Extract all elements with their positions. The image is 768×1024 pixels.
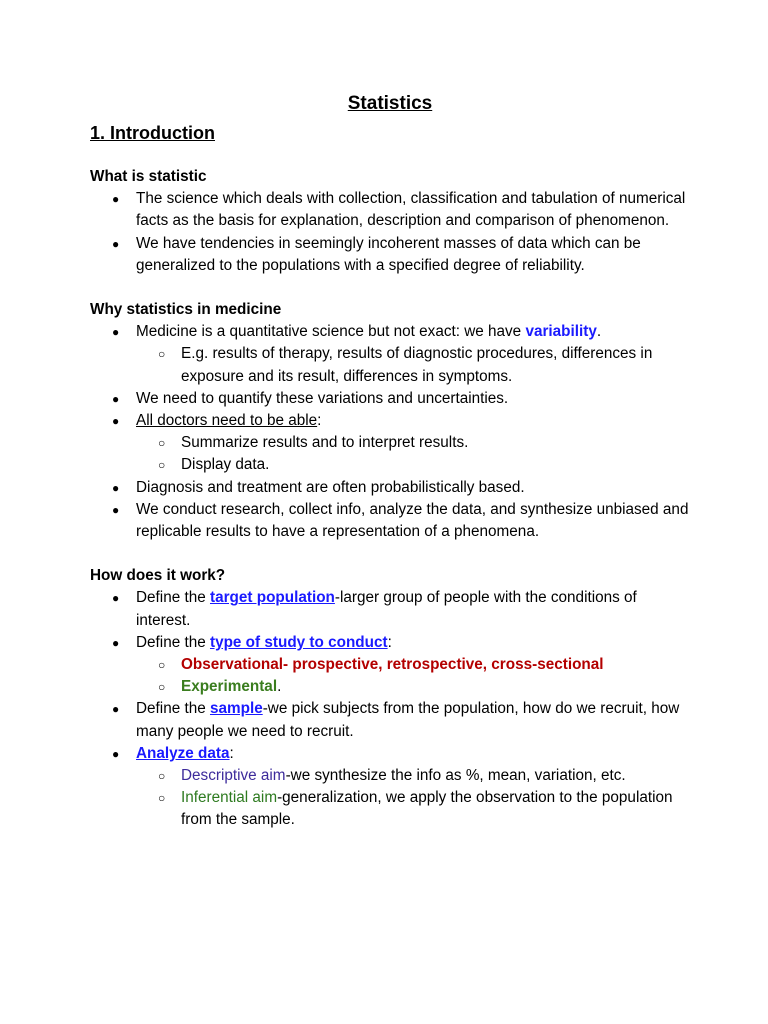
all-doctors-underlined: All doctors need to be able (136, 412, 318, 430)
section-title-why-statistics: Why statistics in medicine (90, 301, 282, 319)
list-item: ● Define the sample-we pick subjects from the population, how do we recruit, how many people we need to recruit. (136, 698, 690, 742)
list-item: ● Medicine is a quantitative science but not exact: we have variability. ○ E.g. results of therapy, results of diagnostic procedures, differences in exposure and its result, differences in symptoms. (136, 321, 690, 388)
list-item: ● Diagnosis and treatment are often probabilistically based. (136, 477, 690, 499)
observational-text: Observational- prospective, retrospective, cross-sectional (181, 656, 604, 674)
sublist-item: ○ Descriptive aim-we synthesize the info as %, mean, variation, etc. (181, 765, 690, 787)
sublist (136, 432, 690, 476)
sublist-item: ○ Inferential aim-generalization, we apply the observation to the population from the sample. (181, 787, 690, 831)
variability-term: variability (525, 323, 597, 341)
list-what-is-statistic (90, 188, 690, 277)
sample-link[interactable]: sample (209, 700, 263, 718)
sublist-item: ○ E.g. results of therapy, results of diagnostic procedures, differences in exposure and its result, differences in symptoms. (181, 343, 690, 387)
list-item: ● We have tendencies in seemingly incoherent masses of data which can be generalized to the populations with a specified degree of reliability. (136, 233, 690, 277)
sublist (136, 343, 690, 387)
list-why-statistics (90, 321, 690, 543)
list-item: ● We conduct research, collect info, analyze the data, and synthesize unbiased and replicable results to have a representation of a phenomena. (136, 499, 690, 543)
section-title-how-does-it-work: How does it work? (90, 567, 226, 585)
list-item: ● Define the target population-larger group of people with the conditions of interest. (136, 587, 690, 631)
document-page (90, 92, 690, 832)
list-item: ● All doctors need to be able: ○ Summarize results and to interpret results. ○ Display data. (136, 410, 690, 477)
sublist-item (181, 654, 690, 676)
list-item: ● The science which deals with collection, classification and tabulation of numerical facts as the basis for explanation, description and comparison of phenomenon. (136, 188, 690, 232)
sublist (136, 654, 690, 698)
type-of-study-link[interactable]: type of study to conduct (209, 633, 388, 651)
list-item: ● Analyze data: ○ Descriptive aim-we synthesize the info as %, mean, variation, etc. ○ Inferential aim-generalization, we apply the observation to the population from the sample. (136, 743, 690, 832)
list-how-does-it-work (90, 587, 690, 831)
list-item: ● We need to quantify these variations and uncertainties. (136, 388, 690, 410)
descriptive-aim-term: Descriptive aim (181, 767, 286, 785)
section-title-what-is-statistic: What is statistic (90, 168, 207, 185)
heading-introduction: 1. Introduction (90, 123, 215, 143)
sublist (136, 765, 690, 832)
list-item: ● Define the type of study to conduct: ○ Observational- prospective, retrospective, cross-sectional ○ Experimental. (136, 632, 690, 699)
sublist-item: ○ Display data. (181, 454, 690, 476)
analyze-data-link[interactable]: Analyze data (136, 744, 230, 762)
document-title: Statistics (347, 93, 433, 114)
experimental-text: Experimental (181, 678, 278, 696)
inferential-aim-term: Inferential aim (181, 789, 278, 807)
target-population-link[interactable]: target population (209, 589, 335, 607)
sublist-item: ○ Summarize results and to interpret results. (181, 432, 690, 454)
sublist-item: ○ Experimental. (181, 676, 690, 698)
